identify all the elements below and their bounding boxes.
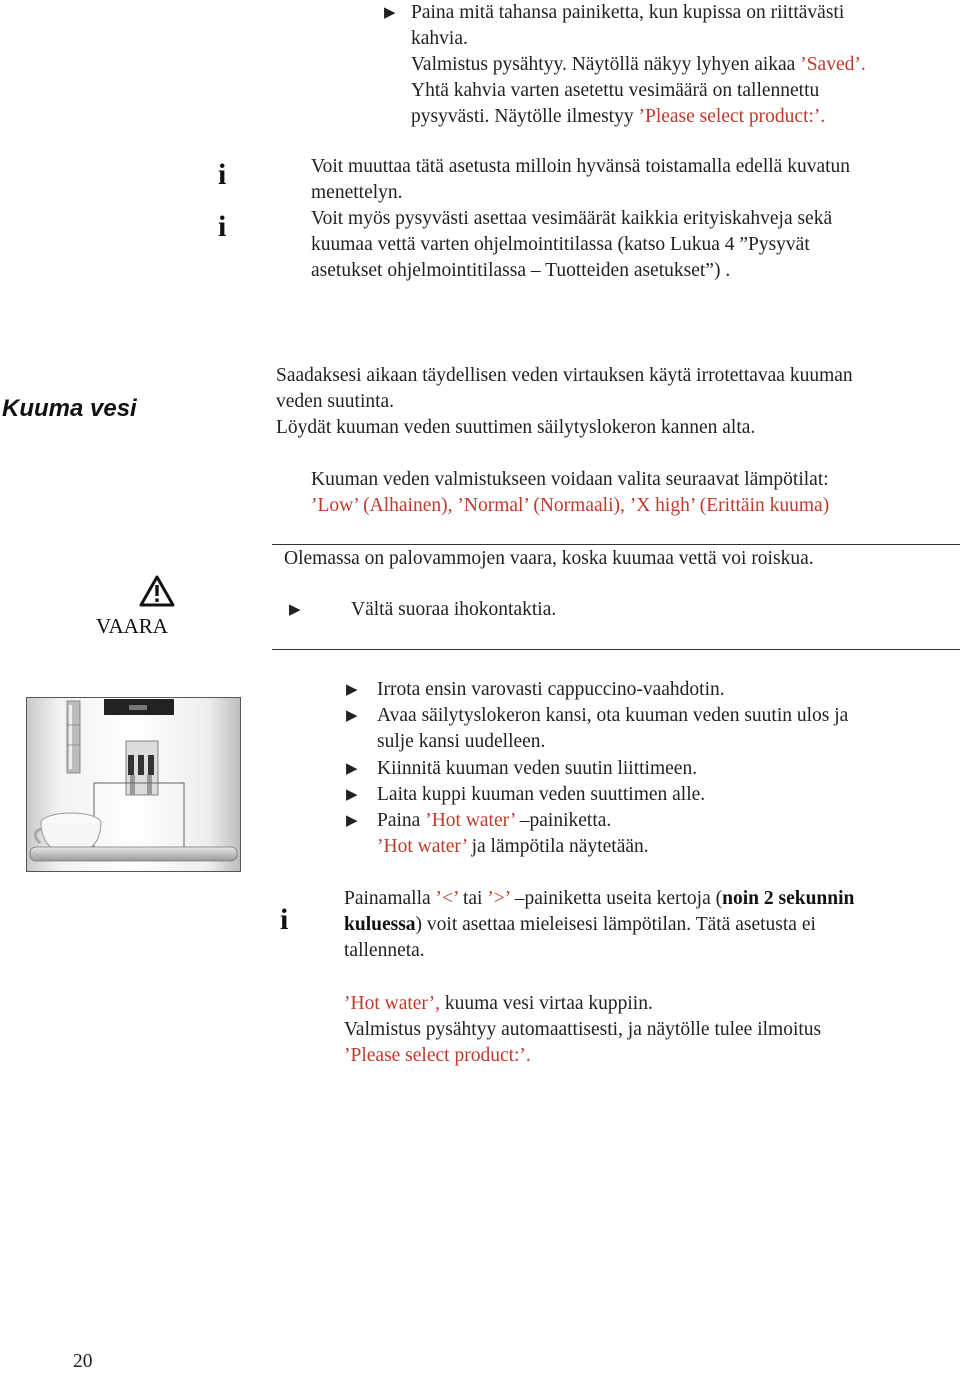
arrow-right-icon: ▶ (346, 813, 358, 829)
step-4: Laita kuppi kuuman veden suuttimen alle. (377, 784, 706, 805)
warning-triangle-icon (139, 575, 175, 607)
temperature-info: Kuuman veden valmistukseen voidaan valita seuraavat lämpötilat: ’Low’ (Alhainen), ’Normal’ (Normaali), ’X high’ (Erittäin kuuma) (311, 469, 830, 516)
warning-label: VAARA (96, 614, 168, 638)
info-icon: i (218, 210, 227, 243)
warning-top-rule (272, 544, 960, 545)
section-title: Kuuma vesi (2, 395, 137, 422)
page-number: 20 (73, 1351, 93, 1372)
step-3: Kiinnitä kuuman veden suutin liittimeen. (377, 758, 698, 779)
temperature-tip: Painamalla ’<’ tai ’>’ –painiketta useita kertoja (noin 2 sekunnin kuluessa) voit asettaa mieleisesi lämpötilan. Tätä asetusta ei tallenneta. (344, 888, 855, 961)
step-2: Avaa säilytyslokeron kansi, ota kuuman veden suutin ulos ja sulje kansi uudelleen. (377, 705, 849, 752)
warning-text: Olemassa on palovammojen vaara, koska kuumaa vettä voi roiskua. (284, 548, 814, 569)
arrow-right-icon: ▶ (346, 682, 358, 698)
result-text: ’Hot water’, kuuma vesi virtaa kuppiin. Valmistus pysähtyy automaattisesti, ja näytölle tulee ilmoitus ’Please select product:’. (344, 993, 822, 1066)
arrow-right-icon: ▶ (384, 5, 396, 21)
arrow-right-icon: ▶ (346, 708, 358, 724)
info-icon: i (218, 158, 227, 191)
arrow-right-icon: ▶ (289, 602, 301, 618)
info-icon: i (280, 903, 289, 936)
step-5-result: ’Hot water’ ja lämpötila näytetään. (377, 836, 649, 857)
coffee-machine-illustration (26, 697, 241, 872)
section-intro: Saadaksesi aikaan täydellisen veden virtauksen käytä irrotettavaa kuuman veden suutinta. Löydät kuuman veden suuttimen säilytyslokeron kannen alta. (276, 365, 853, 438)
top-step-text: Paina mitä tahansa painiketta, kun kupissa on riittävästi kahvia. Valmistus pysähtyy. Näytöllä näkyy lyhyen aikaa ’Saved’. Yhtä kahvia varten asetettu vesimäärä on tallennettu pysyvästi. Näytölle ilmestyy ’Please select product:’. (411, 2, 866, 127)
arrow-right-icon: ▶ (346, 761, 358, 777)
tips-top-text: Voit muuttaa tätä asetusta milloin hyvänsä toistamalla edellä kuvatun menettelyn. Voit myös pysyvästi asettaa vesimäärät kaikkia erityiskahveja sekä kuumaa vettä varten ohjelmointitilassa (katso Lukua 4 ”Pysyvät asetukset ohjelmointitilassa – Tuotteiden asetukset”) . (311, 156, 851, 281)
step-1: Irrota ensin varovasti cappuccino-vaahdotin. (377, 679, 725, 700)
step-5: Paina ’Hot water’ –painiketta. (377, 810, 612, 831)
warning-action: Vältä suoraa ihokontaktia. (351, 599, 557, 620)
arrow-right-icon: ▶ (346, 787, 358, 803)
warning-bottom-rule (272, 649, 960, 650)
